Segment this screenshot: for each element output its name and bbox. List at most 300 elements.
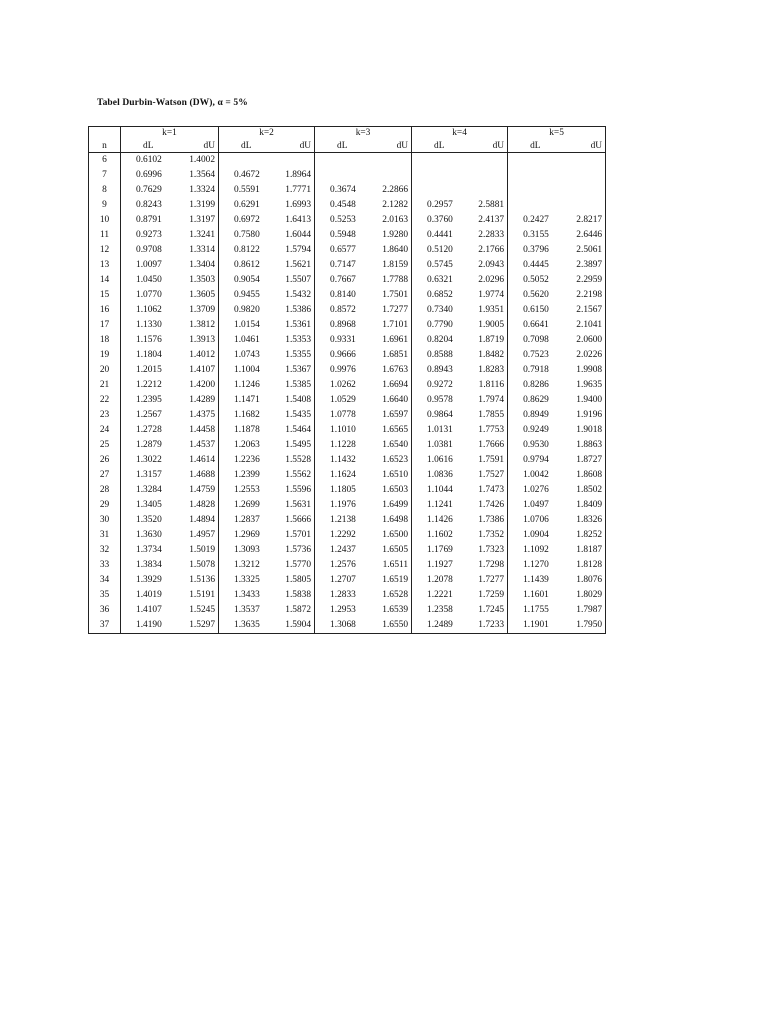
dl-cell: 1.0042 — [523, 470, 549, 480]
table-row — [89, 588, 606, 603]
durbin-watson-table — [88, 126, 606, 634]
du-cell: 1.8187 — [557, 543, 606, 558]
dl-cell: 0.9820 — [234, 305, 260, 315]
dl-cell: 1.1092 — [523, 545, 549, 555]
du-cell: 1.8964 — [267, 168, 315, 183]
du-cell: 1.3605 — [170, 288, 219, 303]
du-cell: 1.5435 — [267, 408, 315, 423]
dl-cell: 0.5620 — [523, 290, 549, 300]
dl-cell: 0.5745 — [427, 260, 453, 270]
n-cell: 18 — [89, 333, 121, 348]
dl-cell: 1.2358 — [427, 605, 453, 615]
dl-cell: 1.2953 — [330, 605, 356, 615]
dl-cell: 1.2437 — [330, 545, 356, 555]
n-cell: 29 — [89, 498, 121, 513]
du-cell: 1.9400 — [557, 393, 606, 408]
dl-cell: 0.9708 — [136, 245, 162, 255]
du-cell: 2.5061 — [557, 243, 606, 258]
dl-cell: 0.8968 — [330, 320, 356, 330]
du-cell: 1.5386 — [267, 303, 315, 318]
dl-cell: 1.4190 — [121, 618, 170, 634]
k-header-row — [89, 127, 606, 141]
du-cell: 1.3913 — [170, 333, 219, 348]
du-cell: 1.5838 — [267, 588, 315, 603]
dl-cell: 1.0262 — [330, 380, 356, 390]
dl-cell: 0.4548 — [330, 200, 356, 210]
dl-cell: 1.1241 — [427, 500, 453, 510]
dl-cell: 1.2553 — [234, 485, 260, 495]
du-cell: 1.5191 — [170, 588, 219, 603]
dl-cell: 1.1927 — [427, 560, 453, 570]
dl-cell: 1.2576 — [330, 560, 356, 570]
du-cell: 1.5621 — [267, 258, 315, 273]
n-cell: 14 — [89, 273, 121, 288]
du-cell: 1.9005 — [460, 318, 508, 333]
du-cell: 1.8252 — [557, 528, 606, 543]
du-cell: 1.8482 — [460, 348, 508, 363]
dl-cell: 1.2399 — [234, 470, 260, 480]
dl-cell: 0.9273 — [136, 230, 162, 240]
n-cell: 37 — [89, 618, 121, 634]
dl-cell: 1.3537 — [234, 605, 260, 615]
dl-cell: 1.2138 — [330, 515, 356, 525]
dl-cell: 0.6577 — [330, 245, 356, 255]
du-cell: 1.5528 — [267, 453, 315, 468]
n-cell: 20 — [89, 363, 121, 378]
du-cell: 1.7591 — [460, 453, 508, 468]
dl-cell: 1.3929 — [136, 575, 162, 585]
dl-cell: 0.7629 — [136, 185, 162, 195]
table-row — [89, 228, 606, 243]
du-cell: 1.3199 — [170, 198, 219, 213]
n-cell: 12 — [89, 243, 121, 258]
table-row — [89, 423, 606, 438]
n-cell: 35 — [89, 588, 121, 603]
du-cell: 1.7323 — [460, 543, 508, 558]
dl-column-header: dL — [121, 140, 170, 153]
du-cell: 1.4828 — [170, 498, 219, 513]
table-row — [89, 288, 606, 303]
du-cell: 1.5805 — [267, 573, 315, 588]
du-column-header: dU — [170, 140, 219, 153]
du-cell: 1.7259 — [460, 588, 508, 603]
du-cell: 1.3324 — [170, 183, 219, 198]
du-cell: 1.5078 — [170, 558, 219, 573]
du-cell: 1.3197 — [170, 213, 219, 228]
du-cell: 2.2833 — [460, 228, 508, 243]
du-cell: 1.8326 — [557, 513, 606, 528]
table-row — [89, 378, 606, 393]
dl-cell: 1.1426 — [427, 515, 453, 525]
dl-cell: 0.8629 — [523, 395, 549, 405]
dl-cell: 1.1330 — [136, 320, 162, 330]
du-cell: 1.5353 — [267, 333, 315, 348]
dl-cell: 1.1901 — [508, 618, 557, 634]
dl-cell: 1.2699 — [234, 500, 260, 510]
dl-cell: 1.0497 — [523, 500, 549, 510]
k-group-header: k=3 — [315, 127, 412, 141]
du-cell: 1.6510 — [363, 468, 412, 483]
dl-cell: 0.9455 — [234, 290, 260, 300]
du-cell: 1.7771 — [267, 183, 315, 198]
dl-cell: 0.6321 — [427, 275, 453, 285]
dl-cell: 0.8286 — [523, 380, 549, 390]
du-cell: 1.7788 — [363, 273, 412, 288]
du-cell: 1.7666 — [460, 438, 508, 453]
table-row — [89, 213, 606, 228]
dl-cell: 0.9666 — [330, 350, 356, 360]
dl-cell: 1.1270 — [523, 560, 549, 570]
du-cell: 1.4002 — [170, 153, 219, 169]
dl-cell: 1.2833 — [330, 590, 356, 600]
du-cell: 1.6528 — [363, 588, 412, 603]
n-cell: 36 — [89, 603, 121, 618]
du-cell: 1.6500 — [363, 528, 412, 543]
du-cell: 1.3241 — [170, 228, 219, 243]
dl-cell: 0.6291 — [234, 200, 260, 210]
dl-cell: 0.7790 — [427, 320, 453, 330]
n-cell: 34 — [89, 573, 121, 588]
du-cell: 1.5245 — [170, 603, 219, 618]
table-row — [89, 258, 606, 273]
du-column-header: dU — [460, 140, 508, 153]
du-cell: 1.6565 — [363, 423, 412, 438]
dl-cell: 0.7667 — [330, 275, 356, 285]
du-cell: 1.5736 — [267, 543, 315, 558]
dl-column-header: dL — [412, 140, 460, 153]
du-cell: 1.5794 — [267, 243, 315, 258]
du-cell: 1.4957 — [170, 528, 219, 543]
dl-cell: 1.2221 — [427, 590, 453, 600]
du-cell: 1.6499 — [363, 498, 412, 513]
dl-cell — [508, 198, 557, 213]
du-cell: 1.4894 — [170, 513, 219, 528]
du-cell: 1.5701 — [267, 528, 315, 543]
du-cell: 1.5385 — [267, 378, 315, 393]
k-group-header: k=1 — [121, 127, 219, 141]
du-column-header: dU — [267, 140, 315, 153]
table-row — [89, 303, 606, 318]
du-cell: 1.9196 — [557, 408, 606, 423]
du-cell: 1.7950 — [557, 618, 606, 634]
du-cell: 1.5408 — [267, 393, 315, 408]
dl-column-header: dL — [508, 140, 557, 153]
du-cell: 1.7426 — [460, 498, 508, 513]
du-cell: 1.5464 — [267, 423, 315, 438]
du-cell: 1.7501 — [363, 288, 412, 303]
dl-cell: 1.0770 — [136, 290, 162, 300]
dl-cell: 1.3325 — [234, 575, 260, 585]
du-cell: 1.4537 — [170, 438, 219, 453]
dl-cell: 1.0450 — [136, 275, 162, 285]
du-cell — [267, 153, 315, 169]
du-cell: 2.0943 — [460, 258, 508, 273]
du-cell: 1.5904 — [267, 618, 315, 634]
du-cell: 1.5596 — [267, 483, 315, 498]
dl-cell: 0.6852 — [427, 290, 453, 300]
du-cell: 1.4107 — [170, 363, 219, 378]
dl-cell: 1.1439 — [523, 575, 549, 585]
du-cell: 1.4289 — [170, 393, 219, 408]
du-cell: 1.7298 — [460, 558, 508, 573]
dl-cell: 0.6641 — [523, 320, 549, 330]
table-row — [89, 318, 606, 333]
dl-cell — [508, 153, 557, 169]
du-cell: 2.1282 — [363, 198, 412, 213]
dl-cell: 0.8243 — [136, 200, 162, 210]
du-cell: 1.8863 — [557, 438, 606, 453]
dl-cell: 1.2707 — [330, 575, 356, 585]
k-group-header: k=5 — [508, 127, 606, 141]
dl-cell: 0.5253 — [330, 215, 356, 225]
du-cell: 1.6044 — [267, 228, 315, 243]
du-cell: 1.8128 — [557, 558, 606, 573]
dl-cell: 0.6102 — [136, 155, 162, 165]
du-cell: 1.8719 — [460, 333, 508, 348]
dl-cell: 0.3674 — [330, 185, 356, 195]
du-cell: 2.0600 — [557, 333, 606, 348]
dl-cell: 1.2879 — [136, 440, 162, 450]
du-cell: 1.9018 — [557, 423, 606, 438]
du-cell: 1.7473 — [460, 483, 508, 498]
n-cell: 8 — [89, 183, 121, 198]
du-cell: 1.3404 — [170, 258, 219, 273]
dl-cell: 1.2292 — [330, 530, 356, 540]
dl-cell: 0.3760 — [427, 215, 453, 225]
dl-cell: 1.0461 — [234, 335, 260, 345]
dl-cell: 1.3630 — [136, 530, 162, 540]
dl-cell: 1.4019 — [136, 590, 162, 600]
table-row — [89, 558, 606, 573]
dl-cell: 1.1432 — [330, 455, 356, 465]
dl-cell: 1.2969 — [234, 530, 260, 540]
dl-cell: 1.1804 — [136, 350, 162, 360]
du-cell: 1.7753 — [460, 423, 508, 438]
table-row — [89, 498, 606, 513]
du-cell: 1.4012 — [170, 348, 219, 363]
du-cell: 1.5019 — [170, 543, 219, 558]
table-row — [89, 183, 606, 198]
du-cell: 1.4614 — [170, 453, 219, 468]
du-cell: 1.5495 — [267, 438, 315, 453]
n-cell: 21 — [89, 378, 121, 393]
du-cell: 1.6640 — [363, 393, 412, 408]
du-cell: 1.4200 — [170, 378, 219, 393]
du-cell: 2.0226 — [557, 348, 606, 363]
dl-cell: 0.9578 — [427, 395, 453, 405]
dl-cell: 1.0743 — [234, 350, 260, 360]
du-cell: 1.5666 — [267, 513, 315, 528]
table-row — [89, 198, 606, 213]
du-cell: 1.5432 — [267, 288, 315, 303]
du-cell: 1.6505 — [363, 543, 412, 558]
du-cell: 1.8076 — [557, 573, 606, 588]
table-row — [89, 438, 606, 453]
dl-cell: 1.2837 — [234, 515, 260, 525]
dl-cell: 0.4441 — [427, 230, 453, 240]
k-group-header: k=2 — [219, 127, 315, 141]
du-cell: 1.8409 — [557, 498, 606, 513]
dl-cell: 1.3022 — [136, 455, 162, 465]
dl-cell: 0.9976 — [330, 365, 356, 375]
du-cell: 1.7352 — [460, 528, 508, 543]
table-row — [89, 618, 606, 634]
du-cell — [557, 183, 606, 198]
du-cell — [363, 168, 412, 183]
du-cell: 2.2198 — [557, 288, 606, 303]
du-cell: 1.9351 — [460, 303, 508, 318]
du-cell: 1.8640 — [363, 243, 412, 258]
dl-cell: 0.8943 — [427, 365, 453, 375]
table-row — [89, 243, 606, 258]
dl-cell: 1.0154 — [234, 320, 260, 330]
du-cell: 1.9635 — [557, 378, 606, 393]
dl-cell: 1.3157 — [136, 470, 162, 480]
n-cell: 13 — [89, 258, 121, 273]
dl-cell: 1.0381 — [427, 440, 453, 450]
dl-cell — [508, 168, 557, 183]
dl-cell: 0.6996 — [136, 170, 162, 180]
dl-cell: 0.7098 — [523, 335, 549, 345]
table-row — [89, 363, 606, 378]
du-cell: 1.6539 — [363, 603, 412, 618]
du-cell: 1.6763 — [363, 363, 412, 378]
du-cell: 1.5770 — [267, 558, 315, 573]
du-cell: 1.6519 — [363, 573, 412, 588]
dl-cell: 0.5948 — [330, 230, 356, 240]
dl-cell: 1.1769 — [427, 545, 453, 555]
dl-cell: 1.0097 — [136, 260, 162, 270]
dl-cell: 0.5591 — [234, 185, 260, 195]
n-cell: 24 — [89, 423, 121, 438]
n-cell: 11 — [89, 228, 121, 243]
du-cell: 1.7245 — [460, 603, 508, 618]
dl-cell: 1.1878 — [234, 425, 260, 435]
du-cell: 1.6597 — [363, 408, 412, 423]
dl-cell: 0.6972 — [234, 215, 260, 225]
dl-cell: 0.3796 — [523, 245, 549, 255]
du-cell: 1.6694 — [363, 378, 412, 393]
n-cell: 31 — [89, 528, 121, 543]
du-cell: 1.5355 — [267, 348, 315, 363]
du-cell: 1.5631 — [267, 498, 315, 513]
dl-cell: 0.7918 — [523, 365, 549, 375]
dl-cell: 1.1805 — [330, 485, 356, 495]
du-column-header: dU — [363, 140, 412, 153]
du-cell: 1.4688 — [170, 468, 219, 483]
n-cell: 23 — [89, 408, 121, 423]
dl-cell: 1.0529 — [330, 395, 356, 405]
dl-cell: 1.2015 — [136, 365, 162, 375]
du-cell: 2.6446 — [557, 228, 606, 243]
dl-cell: 1.1062 — [136, 305, 162, 315]
du-cell: 2.0163 — [363, 213, 412, 228]
dl-cell: 0.9794 — [523, 455, 549, 465]
du-cell: 1.8608 — [557, 468, 606, 483]
du-cell: 1.7386 — [460, 513, 508, 528]
n-cell: 27 — [89, 468, 121, 483]
dl-cell: 0.4445 — [523, 260, 549, 270]
table-row — [89, 543, 606, 558]
dl-cell: 1.0836 — [427, 470, 453, 480]
dl-cell: 1.3405 — [136, 500, 162, 510]
du-cell: 1.8283 — [460, 363, 508, 378]
n-header-spacer — [89, 127, 121, 141]
dl-cell: 0.8612 — [234, 260, 260, 270]
du-cell: 1.7855 — [460, 408, 508, 423]
n-cell: 22 — [89, 393, 121, 408]
du-cell: 1.5297 — [170, 618, 219, 634]
dl-cell: 0.9864 — [427, 410, 453, 420]
du-cell: 1.6498 — [363, 513, 412, 528]
n-cell: 26 — [89, 453, 121, 468]
dl-cell: 1.1601 — [523, 590, 549, 600]
du-cell: 2.2959 — [557, 273, 606, 288]
dl-cell: 0.8572 — [330, 305, 356, 315]
du-cell: 1.7527 — [460, 468, 508, 483]
du-cell: 1.4375 — [170, 408, 219, 423]
dl-cell: 0.9530 — [523, 440, 549, 450]
table-row — [89, 453, 606, 468]
table-row — [89, 483, 606, 498]
dl-cell: 1.4107 — [136, 605, 162, 615]
dl-cell: 1.1004 — [234, 365, 260, 375]
du-cell: 1.8159 — [363, 258, 412, 273]
du-cell: 1.5872 — [267, 603, 315, 618]
du-cell: 1.6413 — [267, 213, 315, 228]
dl-cell: 1.3834 — [136, 560, 162, 570]
du-cell: 1.5507 — [267, 273, 315, 288]
dl-cell: 0.7147 — [330, 260, 356, 270]
table-row — [89, 408, 606, 423]
dl-cell: 0.3155 — [523, 230, 549, 240]
table-row — [89, 273, 606, 288]
du-cell: 2.8217 — [557, 213, 606, 228]
du-cell: 2.5881 — [460, 198, 508, 213]
dl-cell: 0.9249 — [523, 425, 549, 435]
du-cell: 1.6503 — [363, 483, 412, 498]
du-cell: 2.2866 — [363, 183, 412, 198]
du-cell: 1.3709 — [170, 303, 219, 318]
du-cell: 1.3564 — [170, 168, 219, 183]
dl-cell: 1.1246 — [234, 380, 260, 390]
dl-cell: 0.5120 — [427, 245, 453, 255]
dl-cell: 0.6150 — [523, 305, 549, 315]
n-cell: 6 — [89, 153, 121, 169]
dl-cell — [219, 153, 267, 169]
dl-cell: 0.8791 — [136, 215, 162, 225]
dl-cell: 1.0276 — [523, 485, 549, 495]
dl-cell: 0.8949 — [523, 410, 549, 420]
n-cell: 17 — [89, 318, 121, 333]
n-cell: 9 — [89, 198, 121, 213]
table-row — [89, 168, 606, 183]
du-cell: 1.6993 — [267, 198, 315, 213]
du-column-header: dU — [557, 140, 606, 153]
n-cell: 33 — [89, 558, 121, 573]
dl-cell: 1.2212 — [136, 380, 162, 390]
du-cell: 2.4137 — [460, 213, 508, 228]
dl-cell: 0.9272 — [427, 380, 453, 390]
dl-cell: 1.1228 — [330, 440, 356, 450]
table-row — [89, 573, 606, 588]
dl-cell: 1.3734 — [136, 545, 162, 555]
dl-cell: 1.2567 — [136, 410, 162, 420]
dl-cell: 0.7580 — [234, 230, 260, 240]
n-cell: 25 — [89, 438, 121, 453]
dl-cell — [315, 153, 363, 169]
dl-cell: 0.8140 — [330, 290, 356, 300]
